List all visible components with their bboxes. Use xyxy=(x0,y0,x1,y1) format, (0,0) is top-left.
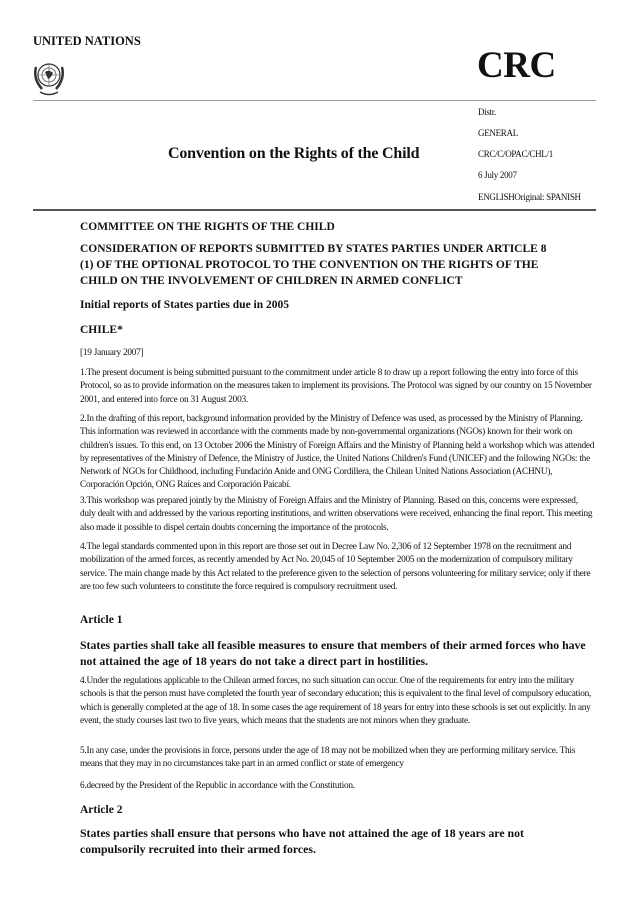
organization-name: UNITED NATIONS xyxy=(33,34,141,48)
header-bottom-divider xyxy=(33,209,596,211)
paragraph-3: 3.This workshop was prepared jointly by the Ministry of Foreign Affairs and the Ministry of Planning. Based on this, concerns were expressed, duly dealt with and addressed by the various reporting institutions, and written observations were received, enhancing the final report. This meeting also made it possible to dispel certain doubts concerning the importance of the protocols. xyxy=(80,496,593,533)
committee-heading: COMMITTEE ON THE RIGHTS OF THE CHILD xyxy=(80,221,335,233)
document-symbol: CRC xyxy=(477,45,556,86)
document-code: CRC/C/OPAC/CHL/1 xyxy=(478,149,553,159)
article-2-statement: States parties shall ensure that persons who have not attained the age of 18 years are not compulsorily recruited into their armed forces. xyxy=(80,826,524,856)
consideration-heading: CONSIDERATION OF REPORTS SUBMITTED BY STATES PARTIES UNDER ARTICLE 8 (1) OF THE OPTIONAL PROTOCOL TO THE CONVENTION ON THE RIGHTS OF THE CHILD ON THE INVOLVEMENT OF CHILDREN IN ARMED CONFLICT xyxy=(80,243,547,287)
document-date: 6 July 2007 xyxy=(478,170,517,180)
article-1-paragraph-5: 5.In any case, under the provisions in force, persons under the age of 18 may not be mobilized when they are performing military service. This means that they may in no circumstances take part in an armed conflict or state of emergency xyxy=(80,746,576,770)
document-language: ENGLISHOriginal: SPANISH xyxy=(478,192,581,202)
header-divider xyxy=(33,100,596,101)
un-emblem-icon xyxy=(31,57,67,97)
article-1-paragraph-4: 4.Under the regulations applicable to the Chilean armed forces, no such situation can occur. One of the requirements for entry into the military schools is that the person must have completed the fourth year of secondary education; this is equivalent to the final level of compulsory education, which is generally completed at the age of 18. In some cases the age requirement of 18 years for entry into these schools is set out explicitly. In any event, the study courses last two to five years, which means that the students are not minors when they graduate. xyxy=(80,676,592,726)
distribution-value: GENERAL xyxy=(478,128,518,138)
article-1-statement: States parties shall take all feasible measures to ensure that members of their armed forces who have not attained the age of 18 years do not take a direct part in hostilities. xyxy=(80,638,586,668)
submission-date: [19 January 2007] xyxy=(80,348,144,358)
distribution-label: Distr. xyxy=(478,107,496,117)
article-1-paragraph-6: 6.decreed by the President of the Republic in accordance with the Constitution. xyxy=(80,781,355,791)
document-title: Convention on the Rights of the Child xyxy=(168,145,420,162)
country-heading: CHILE* xyxy=(80,324,123,336)
article-1-heading: Article 1 xyxy=(80,614,123,626)
initial-reports-heading: Initial reports of States parties due in 2005 xyxy=(80,299,290,311)
paragraph-4: 4.The legal standards commented upon in this report are those set out in Decree Law No. 2,306 of 12 September 1978 on the recruitment and mobilization of the armed forces, as recently amended by Act No. 20,045 of 10 September 2005 on the modernization of compulsory military service. The main change made by this Act related to the preference given to the selection of persons volunteering for military service; only if there are too few such volunteers to constitute the force required is compulsory recruitment used. xyxy=(80,542,591,592)
paragraph-2: 2.In the drafting of this report, background information provided by the Ministry of Defence was used, as processed by the Ministry of Planning. This information was reviewed in accordance with the comments made by non-governmental organizations (NGOs) known for their work on children's issues. To this end, on 13 October 2006 the Ministry of Foreign Affairs and the Ministry of Planning held a workshop which was attended by representatives of the Ministry of Defence, the Ministry of Justice, the United Nations Children's Fund (UNICEF) and the following NGOs: the Network of NGOs for Childhood, including Fundación Anide and ONG Cordillera, the Chilean United Nations Association (ACHNU), Corporación Opción, ONG Raíces and Corporación Paicabí. xyxy=(80,414,595,491)
paragraph-1: 1.The present document is being submitted pursuant to the commitment under article 8 to draw up a report following the entry into force of this Protocol, so as to provide information on the measures taken to implement its provisions. The Protocol was signed by our country on 15 November 2001, and entered into force on 31 August 2003. xyxy=(80,368,592,405)
article-2-heading: Article 2 xyxy=(80,804,123,816)
